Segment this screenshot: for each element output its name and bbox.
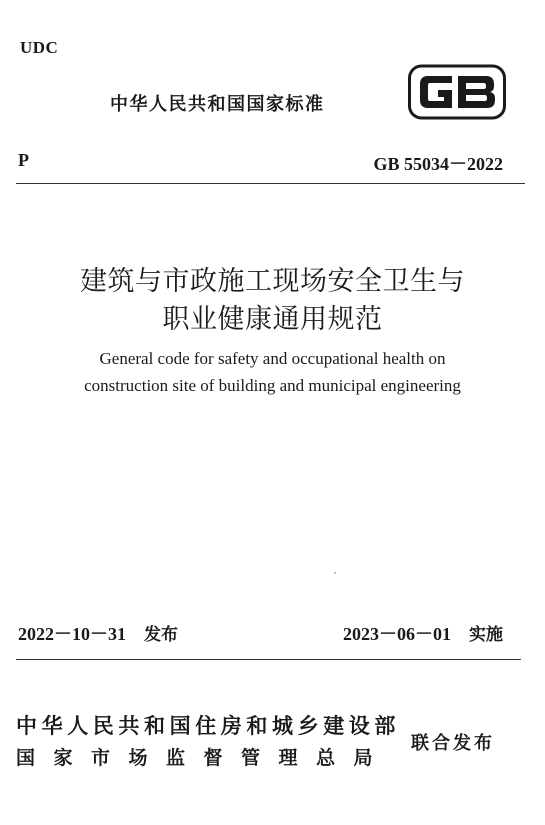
national-standard-label: 中华人民共和国国家标准 bbox=[110, 94, 325, 115]
issue-date-row bbox=[18, 620, 178, 646]
title-en-line1: General code for safety and occupational health on bbox=[99, 349, 446, 368]
print-speck bbox=[334, 572, 336, 574]
implement-date: 2023－06－01 bbox=[343, 624, 451, 644]
issue-label: 发布 bbox=[144, 625, 178, 645]
title-chinese bbox=[0, 263, 545, 339]
title-cn-line1: 建筑与市政施工现场安全卫生与 bbox=[80, 266, 465, 297]
title-en-line2: construction site of building and municipal engineering bbox=[84, 376, 461, 395]
title-english bbox=[0, 345, 545, 399]
title-cn-line2: 职业健康通用规范 bbox=[162, 304, 383, 335]
joint-publish-label: 联合发布 bbox=[411, 733, 495, 754]
udc-label: UDC bbox=[20, 38, 59, 57]
classification-code: P bbox=[18, 150, 29, 170]
implement-date-row bbox=[343, 620, 503, 646]
header-divider bbox=[16, 183, 525, 184]
implement-label: 实施 bbox=[469, 625, 503, 645]
footer-divider bbox=[16, 659, 521, 660]
issue-date: 2022－10－31 bbox=[18, 624, 126, 644]
publisher-administration: 国家市场监督管理总局 bbox=[16, 747, 392, 769]
publisher-ministry: 中华人民共和国住房和城乡建设部 bbox=[16, 714, 400, 738]
standard-number: GB 55034－2022 bbox=[373, 154, 503, 174]
gb-logo-icon bbox=[408, 64, 506, 120]
gb-logo-svg bbox=[408, 64, 506, 120]
